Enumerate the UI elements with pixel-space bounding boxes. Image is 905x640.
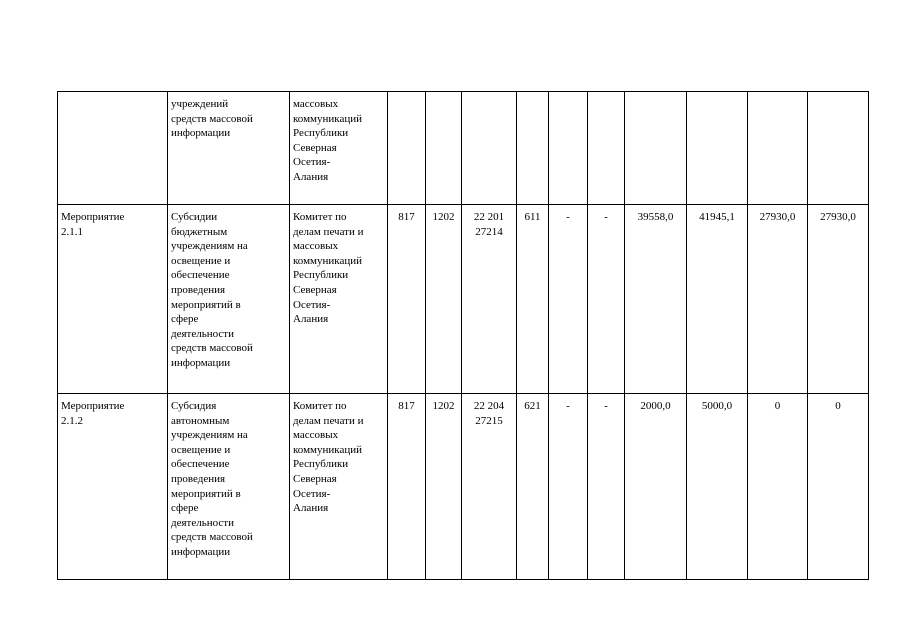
name-cell: учреждений средств массовой информации [168,92,290,205]
value-1-cell [625,92,687,205]
value-2-cell [687,92,748,205]
table-row [58,394,869,580]
event-cell [58,92,168,205]
value-3-cell: 27930,0 [748,205,808,394]
grbs-cell: 817 [388,394,426,580]
value-4-cell: 0 [808,394,869,580]
col7-cell [549,92,588,205]
vr-cell [517,92,549,205]
executor-cell: массовых коммуникаций Республики Северная Осетия- Алания [290,92,388,205]
name-cell: Субсидии бюджетным учреждениям на освещение и обеспечение проведения мероприятий в сфере деятельности средств массовой информации [168,205,290,394]
col7-cell: - [549,205,588,394]
value-4-cell [808,92,869,205]
col8-cell: - [588,394,625,580]
value-2-cell: 5000,0 [687,394,748,580]
value-3-cell: 0 [748,394,808,580]
value-3-cell [748,92,808,205]
name-cell: Субсидия автономным учреждениям на освещение и обеспечение проведения мероприятий в сфере деятельности средств массовой информации [168,394,290,580]
grbs-cell: 817 [388,205,426,394]
col8-cell [588,92,625,205]
vr-cell: 621 [517,394,549,580]
table-row [58,205,869,394]
event-cell: Мероприятие 2.1.1 [58,205,168,394]
value-2-cell: 41945,1 [687,205,748,394]
value-1-cell: 39558,0 [625,205,687,394]
executor-cell: Комитет по делам печати и массовых коммуникаций Республики Северная Осетия- Алания [290,205,388,394]
vr-cell: 611 [517,205,549,394]
value-4-cell: 27930,0 [808,205,869,394]
value-1-cell: 2000,0 [625,394,687,580]
csr-cell: 22 204 27215 [462,394,517,580]
col8-cell: - [588,205,625,394]
event-cell: Мероприятие 2.1.2 [58,394,168,580]
csr-cell: 22 201 27214 [462,205,517,394]
rzpr-cell: 1202 [426,394,462,580]
grbs-cell [388,92,426,205]
table-row [58,92,869,205]
csr-cell [462,92,517,205]
col7-cell: - [549,394,588,580]
rzpr-cell [426,92,462,205]
executor-cell: Комитет по делам печати и массовых коммуникаций Республики Северная Осетия- Алания [290,394,388,580]
rzpr-cell: 1202 [426,205,462,394]
budget-table [57,91,869,580]
